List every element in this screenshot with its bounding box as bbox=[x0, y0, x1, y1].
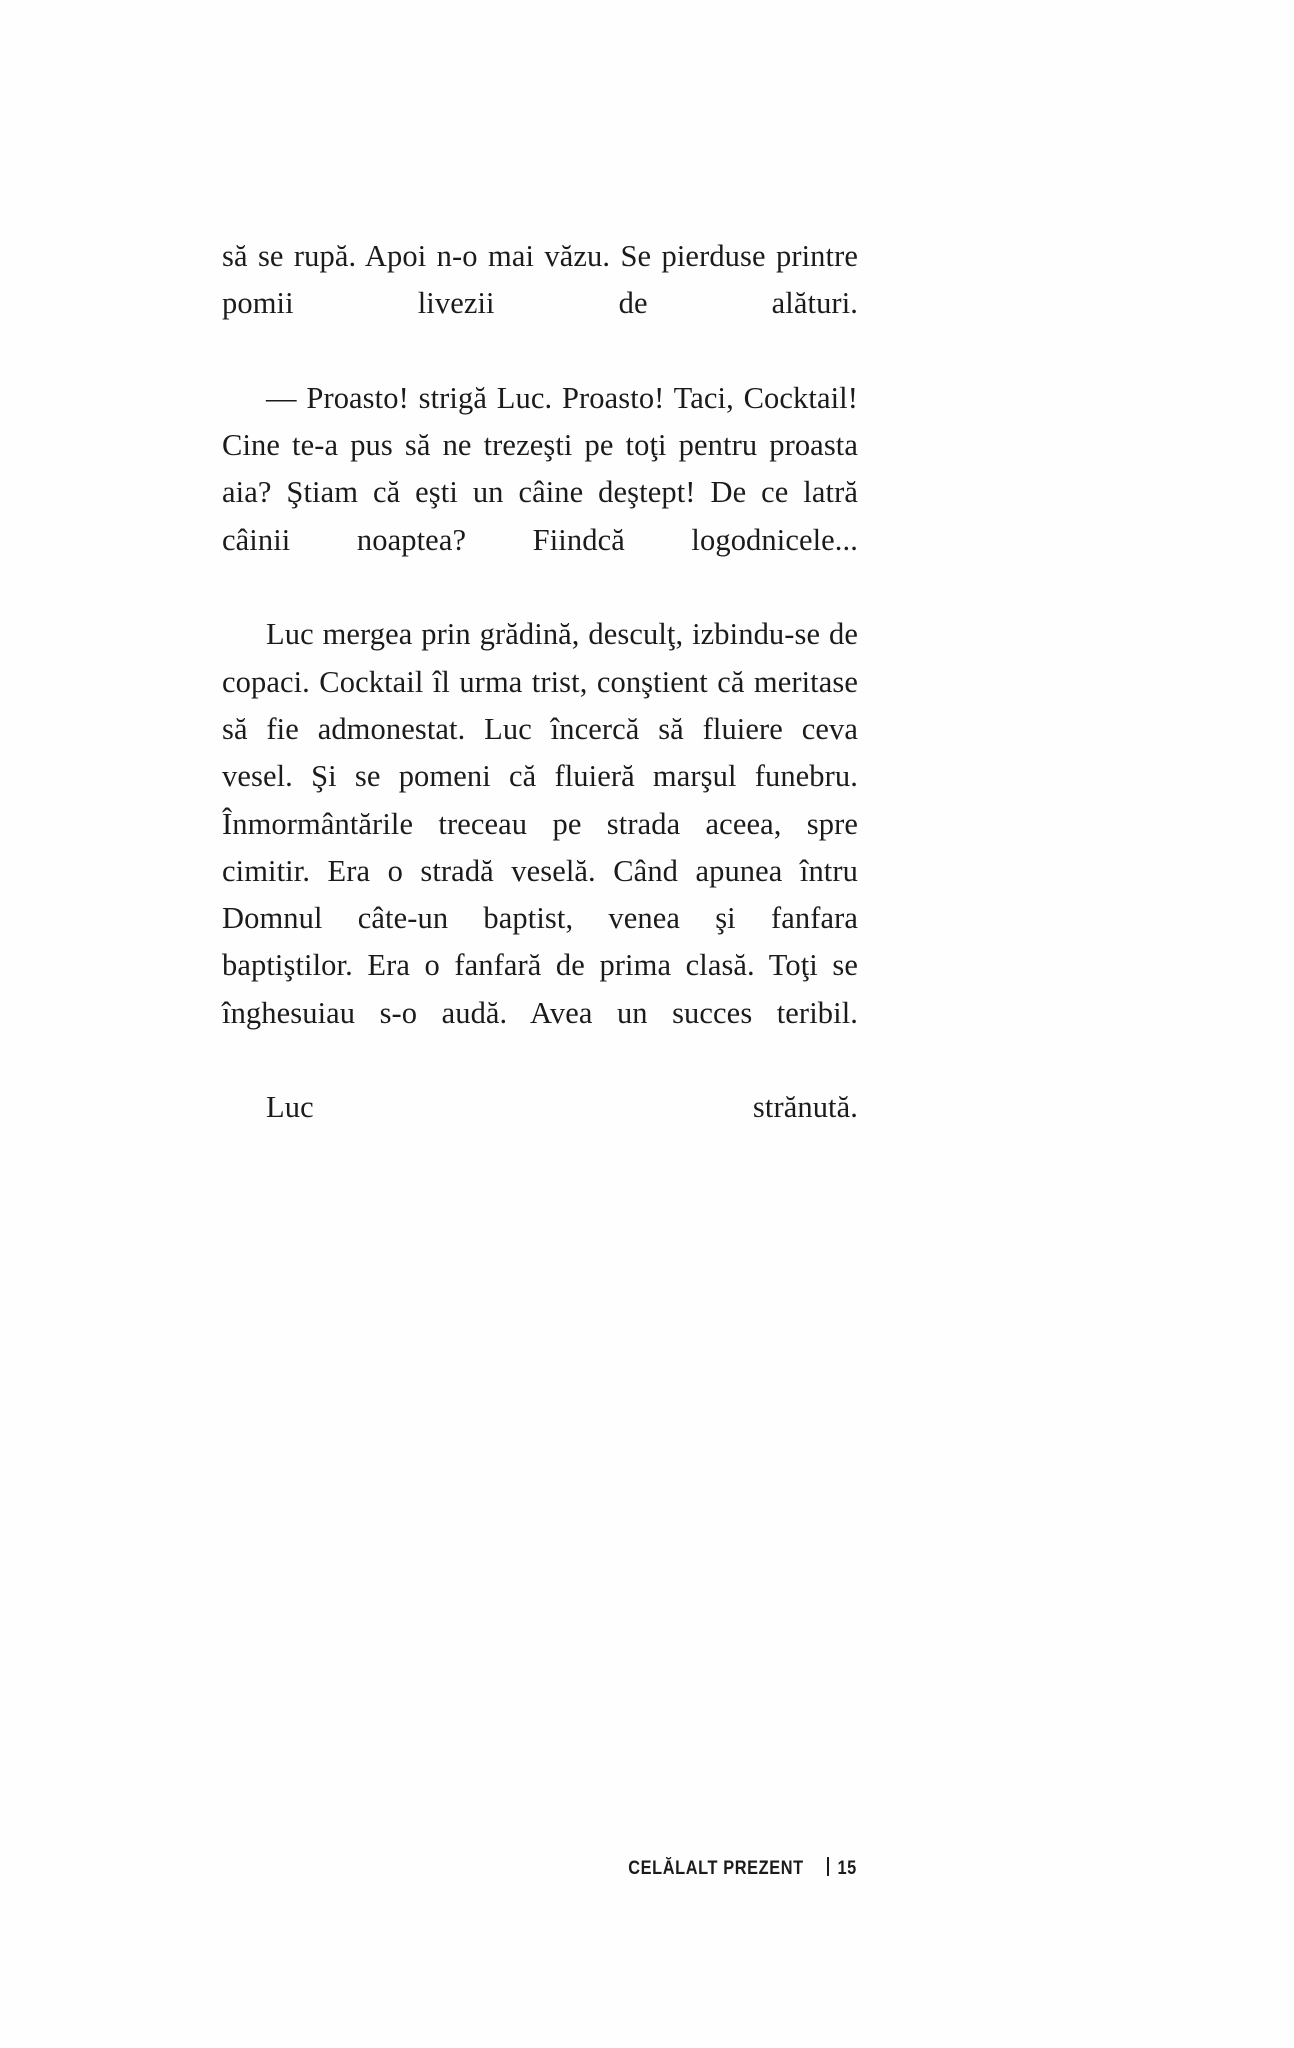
page-footer bbox=[222, 1855, 858, 1880]
paragraph: Luc mergea prin grădină, desculţ, izbindu-se de copaci. Cocktail îl urma trist, conştient că meritase să fie admonestat. Luc încercă să fluiere ceva vesel. Şi se pomeni că fluieră marşul funebru. Înmormântările treceau pe strada aceea, spre cimitir. Era o stradă veselă. Când apunea întru Domnul câte-un baptist, venea şi fanfara baptiştilor. Era o fanfară de prima clasă. Toţi se înghesuiau s-o audă. Avea un succes teribil. bbox=[222, 617, 858, 1030]
paragraph: — Proasto! strigă Luc. Proasto! Taci, Cocktail! Cine te-a pus să ne trezeşti pe toţi pentru proasta aia? Ştiam că eşti un câine deştept! De ce latră câinii noaptea? Fiindcă logodnicele... bbox=[222, 380, 858, 557]
paragraph: Luc strănută. bbox=[266, 1090, 858, 1125]
paragraph: să se rupă. Apoi n-o mai văzu. Se pierduse printre pomii livezii de alături. bbox=[222, 239, 858, 321]
footer-book-title: CELĂLALT PREZENT bbox=[628, 1858, 804, 1879]
footer-separator-rule bbox=[827, 1857, 829, 1876]
footer-page-number: 15 bbox=[837, 1858, 857, 1879]
body-text-block bbox=[222, 233, 858, 1179]
